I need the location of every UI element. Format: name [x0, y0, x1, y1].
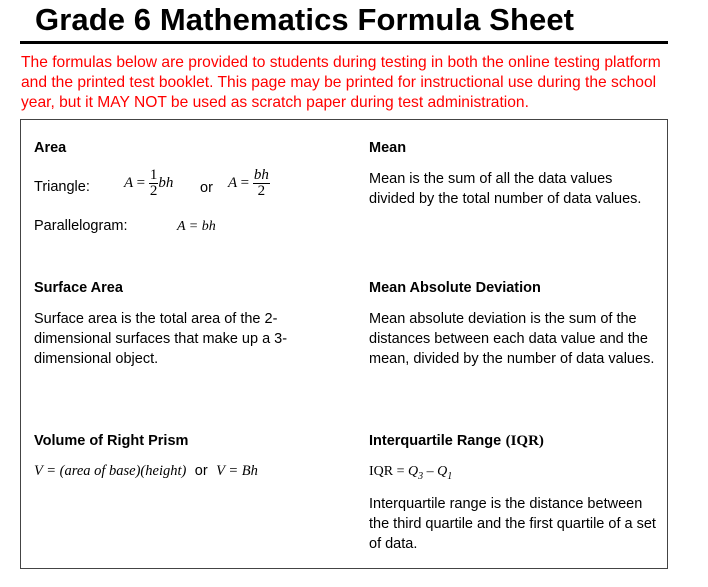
iqr-formula: [369, 464, 452, 482]
tri1-rest: bh: [158, 174, 174, 191]
or-text: or: [200, 180, 213, 196]
iqr-heading-abbr: (IQR): [505, 433, 544, 449]
volume-formulas: [34, 462, 258, 480]
iqr-text: Interquartile range is the distance between the third quartile and the first quartile of a set of data.: [369, 496, 656, 552]
tri1-eq: =: [136, 174, 146, 191]
bh-over-2-fraction: [253, 168, 270, 199]
minus-sign: –: [426, 464, 434, 479]
iqr-heading-text: Interquartile Range: [369, 433, 502, 449]
parallelogram-label: Parallelogram:: [34, 218, 128, 234]
tri1-lhs: A: [124, 174, 133, 191]
or-text: or: [194, 463, 208, 479]
fraction-numerator: bh: [253, 167, 269, 183]
surface-area-text: Surface area is the total area of the 2-dimensional surfaces that make up a 3-dimensional object.: [34, 311, 288, 367]
fraction-denominator: 2: [149, 183, 158, 199]
mad-heading: Mean Absolute Deviation: [369, 280, 541, 296]
mad-text: Mean absolute deviation is the sum of the distances between each data value and the mean, divided by the number of data values.: [369, 311, 655, 367]
area-heading: Area: [34, 140, 67, 156]
q1-symbol: Q: [437, 464, 448, 479]
mean-heading: Mean: [369, 140, 407, 156]
q3-symbol: Q: [408, 464, 419, 479]
iqr-heading: [369, 432, 544, 450]
q1-subscript: 1: [447, 470, 453, 482]
volume-formula-short: V = Bh: [216, 463, 258, 479]
fraction-numerator: 1: [149, 167, 158, 183]
tri2-eq: =: [240, 174, 250, 191]
volume-formula-expanded: V = (area of base)(height): [34, 463, 187, 479]
triangle-label: Triangle:: [34, 179, 90, 195]
triangle-formula-half: [124, 168, 173, 199]
triangle-formula-fraction: [228, 168, 270, 199]
surface-area-heading: Surface Area: [34, 280, 123, 296]
iqr-formula-lhs: IQR =: [369, 464, 405, 479]
tri2-lhs: A: [228, 174, 237, 191]
page-title: Grade 6 Mathematics Formula Sheet: [35, 2, 575, 37]
formula-box: [20, 119, 668, 569]
usage-notice: The formulas below are provided to students during testing in both the online testing platform and the printed test booklet. This page may be printed for instructional use during the school year, but it MAY NOT be used as scratch paper during test administration.: [21, 54, 661, 111]
volume-heading: Volume of Right Prism: [34, 433, 189, 449]
parallelogram-formula: A = bh: [177, 219, 216, 234]
mean-text: Mean is the sum of all the data values divided by the total number of data values.: [369, 171, 642, 207]
title-underline: [20, 41, 668, 44]
q3-subscript: 3: [418, 470, 424, 482]
one-half-fraction: [149, 168, 159, 199]
fraction-denominator: 2: [253, 183, 270, 199]
